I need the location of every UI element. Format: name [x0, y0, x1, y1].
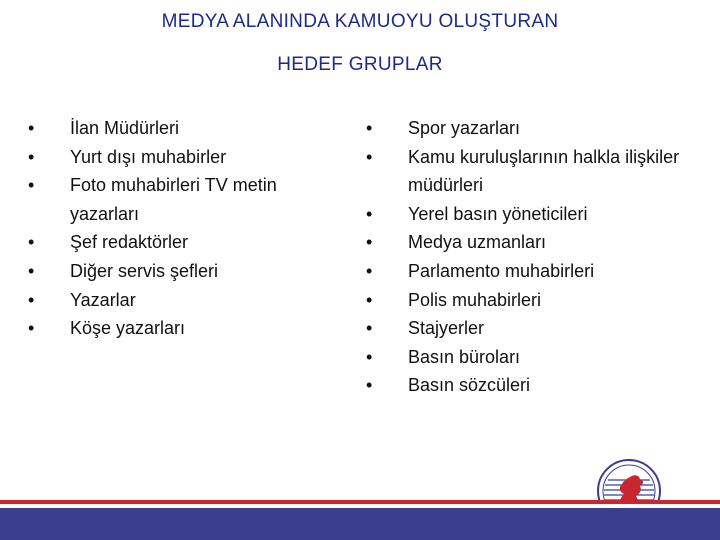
list-item: • Yurt dışı muhabirler: [28, 143, 328, 172]
left-column: [28, 114, 328, 343]
bullet-icon: •: [28, 260, 35, 281]
list-item: • Basın büroları: [366, 343, 686, 372]
bullet-icon: •: [28, 118, 35, 138]
list-item: • Stajyerler: [366, 314, 686, 343]
bullet-icon: •: [28, 175, 35, 196]
list-item: • Diğer servis şefleri: [28, 257, 328, 286]
slide-title-line-2: HEDEF GRUPLAR: [277, 54, 443, 75]
right-bullet-list: [366, 114, 686, 400]
list-item: • Köşe yazarları: [28, 314, 328, 343]
list-item: • Polis muhabirleri: [366, 286, 686, 315]
footer-blue-band: [0, 508, 720, 540]
bullet-icon: •: [366, 375, 373, 396]
list-item: • Basın sözcüleri: [366, 371, 686, 400]
list-item: • Şef redaktörler: [28, 228, 328, 257]
bullet-icon: •: [366, 318, 373, 339]
bullet-icon: •: [28, 289, 35, 310]
list-item: • Foto muhabirleri TV metin yazarları: [28, 171, 328, 228]
list-item: • Kamu kuruluşlarının halkla ilişkiler müdürleri: [366, 143, 688, 200]
list-item: • Parlamento muhabirleri: [366, 257, 686, 286]
list-item: • İlan Müdürleri: [28, 114, 328, 143]
bullet-icon: •: [366, 118, 373, 138]
list-item: • Medya uzmanları: [366, 228, 686, 257]
bullet-icon: •: [366, 260, 373, 281]
bullet-icon: •: [366, 203, 373, 224]
bullet-icon: •: [366, 346, 373, 367]
bullet-icon: •: [366, 146, 373, 167]
left-bullet-list: [28, 114, 328, 343]
bullet-icon: •: [28, 232, 35, 253]
bullet-icon: •: [366, 232, 373, 253]
bullet-icon: •: [366, 289, 373, 310]
list-item: • Yerel basın yöneticileri: [366, 200, 686, 229]
slide-title-line-1: MEDYA ALANINDA KAMUOYU OLUŞTURAN: [161, 11, 559, 32]
bullet-icon: •: [28, 146, 35, 167]
list-item: • Yazarlar: [28, 286, 328, 315]
right-column: [366, 114, 686, 400]
list-item: • Spor yazarları: [366, 114, 686, 143]
bullet-icon: •: [28, 318, 35, 339]
